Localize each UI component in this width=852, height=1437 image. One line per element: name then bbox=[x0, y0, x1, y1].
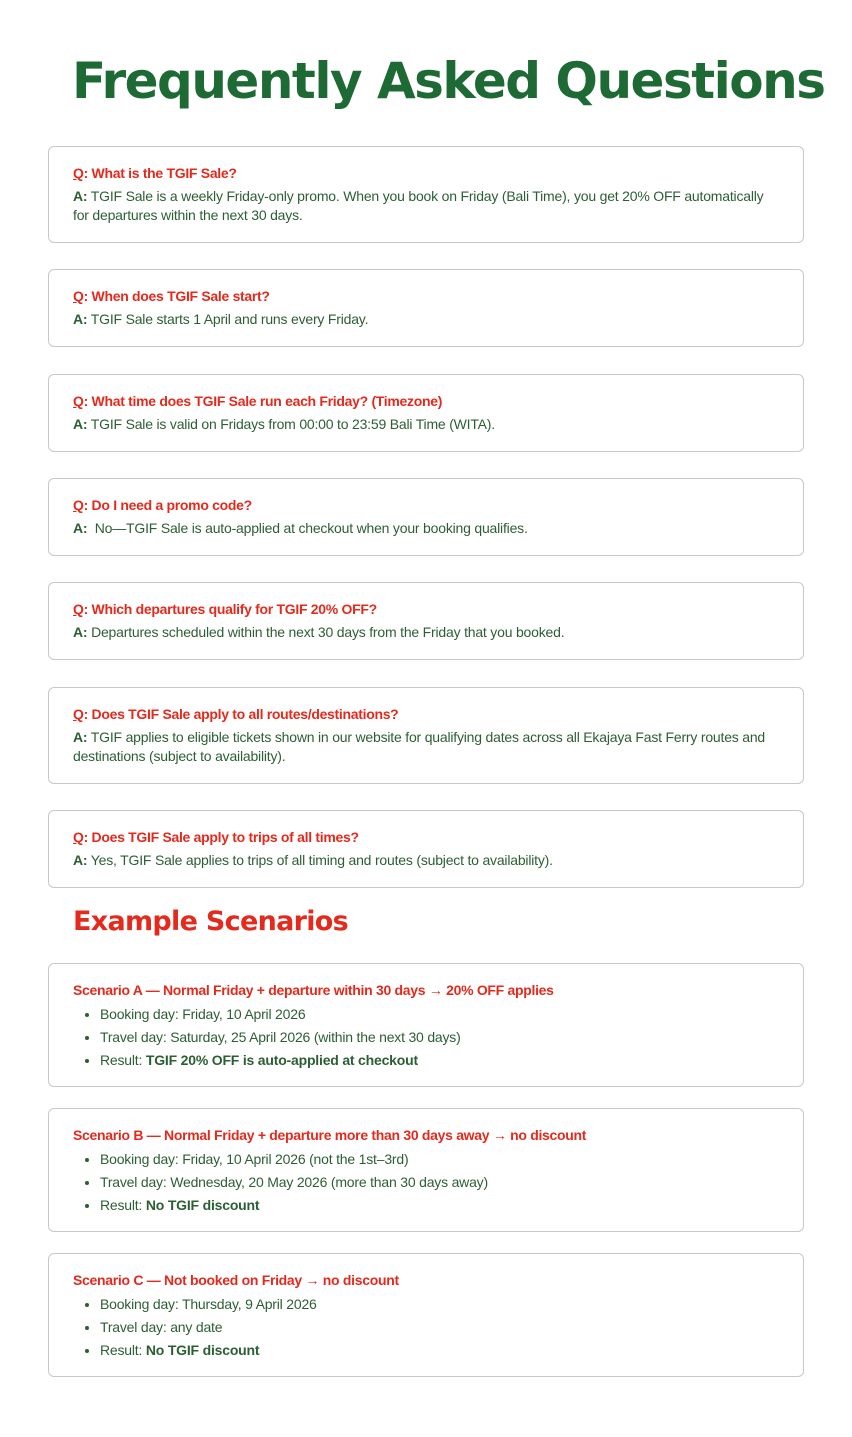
faq-card-trip-times bbox=[48, 810, 804, 888]
answer-text: TGIF applies to eligible tickets shown in our website for qualifying dates across all Ekajaya Fast Ferry routes and destinations (subject to availability). bbox=[73, 729, 766, 764]
question-text: What is the TGIF Sale? bbox=[91, 165, 237, 181]
answer-text: TGIF Sale is a weekly Friday-only promo. When you book on Friday (Bali Time), you get 20% OFF automatically for departures within the next 30 days. bbox=[73, 188, 764, 223]
q-label: Q bbox=[73, 288, 84, 304]
question-text: What time does TGIF Sale run each Friday? (Timezone) bbox=[91, 393, 443, 409]
result-label: Result: bbox=[100, 1052, 146, 1068]
answer-text: No—TGIF Sale is auto-applied at checkout when your booking qualifies. bbox=[87, 520, 528, 536]
travel-day-item: • Travel day: Saturday, 25 April 2026 (within the next 30 days) bbox=[100, 1026, 779, 1049]
a-label: A: bbox=[73, 729, 88, 745]
a-label: A: bbox=[73, 188, 88, 204]
faq-card-qualifying-departures bbox=[48, 582, 804, 660]
scenario-card-c bbox=[48, 1253, 804, 1377]
q-label: Q bbox=[73, 706, 84, 722]
faq-card-timezone bbox=[48, 374, 804, 452]
result-value: No TGIF discount bbox=[145, 1197, 260, 1213]
travel-day-item: • Travel day: any date bbox=[100, 1316, 779, 1339]
faq-card-promo-code bbox=[48, 478, 804, 556]
result-value: TGIF 20% OFF is auto-applied at checkout bbox=[145, 1052, 418, 1068]
faq-answer bbox=[73, 187, 779, 225]
booking-day-item: • Booking day: Friday, 10 April 2026 (not the 1st–3rd) bbox=[100, 1148, 779, 1171]
a-label: A: bbox=[73, 416, 88, 432]
result-label: Result: bbox=[100, 1342, 146, 1358]
faq-card-start bbox=[48, 269, 804, 347]
faq-question bbox=[73, 828, 779, 847]
q-label: Q bbox=[73, 393, 84, 409]
booking-day-item: • Booking day: Friday, 10 April 2026 bbox=[100, 1003, 779, 1026]
q-separator: : bbox=[83, 601, 92, 617]
question-text: Does TGIF Sale apply to all routes/destinations? bbox=[91, 706, 399, 722]
scenario-list bbox=[73, 1003, 779, 1072]
booking-day-item: • Booking day: Thursday, 9 April 2026 bbox=[100, 1293, 779, 1316]
answer-text: TGIF Sale is valid on Fridays from 00:00 to 23:59 Bali Time (WITA). bbox=[87, 416, 495, 432]
result-item bbox=[100, 1049, 779, 1072]
faq-question bbox=[73, 392, 779, 411]
faq-question bbox=[73, 287, 779, 306]
scenario-list bbox=[73, 1148, 779, 1217]
q-separator: : bbox=[83, 393, 92, 409]
page-title: Frequently Asked Questions bbox=[72, 52, 825, 110]
question-text: Do I need a promo code? bbox=[91, 497, 252, 513]
faq-answer bbox=[73, 851, 779, 870]
faq-question bbox=[73, 496, 779, 515]
q-separator: : bbox=[83, 706, 92, 722]
q-separator: : bbox=[83, 165, 92, 181]
faq-answer bbox=[73, 623, 779, 642]
scenario-title: Scenario B — Normal Friday + departure more than 30 days away → no discount bbox=[73, 1127, 587, 1143]
result-label: Result: bbox=[100, 1197, 146, 1213]
result-item bbox=[100, 1339, 779, 1362]
faq-answer bbox=[73, 310, 779, 329]
a-label: A: bbox=[73, 852, 88, 868]
scenario-title: Scenario A — Normal Friday + departure within 30 days → 20% OFF applies bbox=[73, 982, 554, 998]
scenario-title: Scenario C — Not booked on Friday → no discount bbox=[73, 1272, 399, 1288]
q-label: Q bbox=[73, 497, 84, 513]
q-label: Q bbox=[73, 601, 84, 617]
faq-question bbox=[73, 164, 779, 183]
faq-card-routes bbox=[48, 687, 804, 784]
scenario-card-b bbox=[48, 1108, 804, 1232]
q-separator: : bbox=[83, 288, 92, 304]
q-separator: : bbox=[83, 829, 92, 845]
answer-text: Departures scheduled within the next 30 days from the Friday that you booked. bbox=[87, 624, 565, 640]
a-label: A: bbox=[73, 520, 88, 536]
q-label: Q bbox=[73, 165, 84, 181]
faq-question bbox=[73, 600, 779, 619]
travel-day-item: • Travel day: Wednesday, 20 May 2026 (more than 30 days away) bbox=[100, 1171, 779, 1194]
faq-card-tgif-sale bbox=[48, 146, 804, 243]
result-value: No TGIF discount bbox=[145, 1342, 260, 1358]
faq-question bbox=[73, 705, 779, 724]
a-label: A: bbox=[73, 311, 88, 327]
q-separator: : bbox=[83, 497, 92, 513]
scenario-card-a bbox=[48, 963, 804, 1087]
faq-answer bbox=[73, 415, 779, 434]
answer-text: TGIF Sale starts 1 April and runs every Friday. bbox=[87, 311, 369, 327]
scenario-list bbox=[73, 1293, 779, 1362]
question-text: When does TGIF Sale start? bbox=[91, 288, 270, 304]
answer-text: Yes, TGIF Sale applies to trips of all timing and routes (subject to availability). bbox=[87, 852, 553, 868]
a-label: A: bbox=[73, 624, 88, 640]
result-item bbox=[100, 1194, 779, 1217]
question-text: Which departures qualify for TGIF 20% OFF? bbox=[91, 601, 377, 617]
faq-answer bbox=[73, 519, 779, 538]
scenarios-heading: Example Scenarios bbox=[73, 906, 349, 937]
question-text: Does TGIF Sale apply to trips of all times? bbox=[91, 829, 359, 845]
q-label: Q bbox=[73, 829, 84, 845]
faq-answer bbox=[73, 728, 779, 766]
